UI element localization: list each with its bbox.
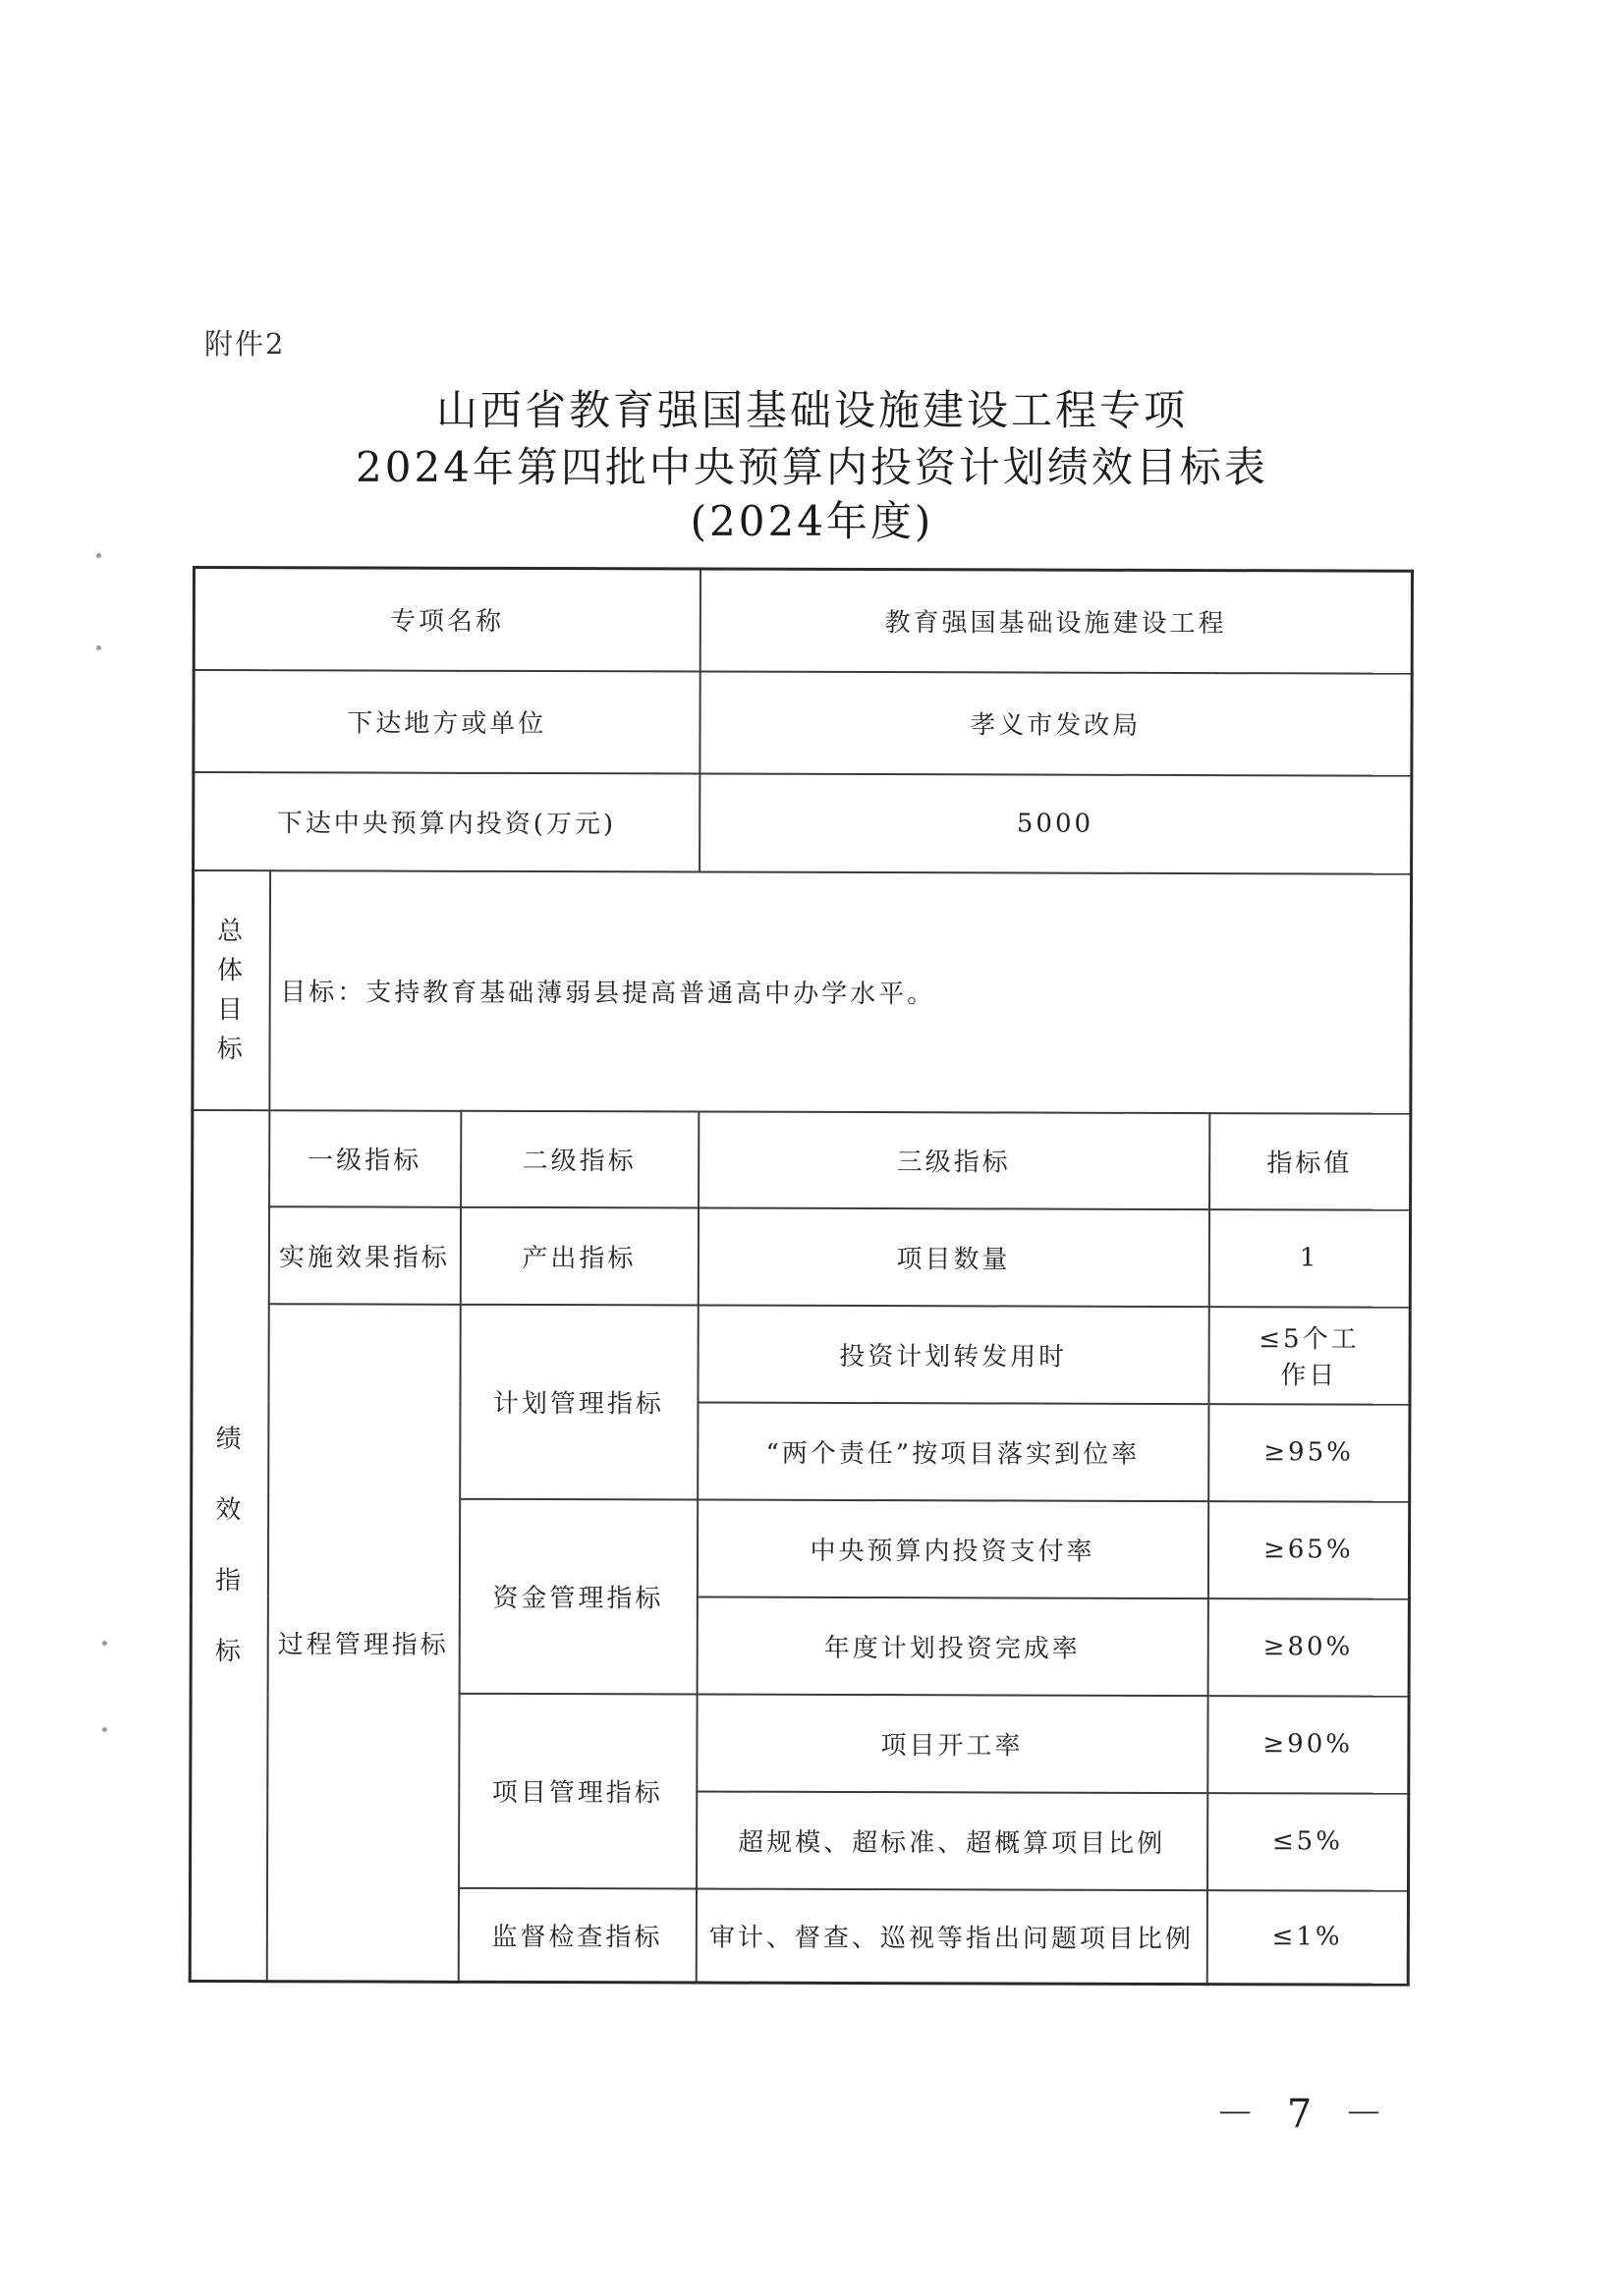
- performance-indicator-label: [190, 1110, 269, 1982]
- attachment-label: 附件2: [204, 327, 286, 361]
- level3-indicator: 项目开工率: [697, 1694, 1207, 1793]
- project-name-label: 专项名称: [194, 568, 700, 672]
- scan-speck: [96, 645, 101, 650]
- document-title-line3: (2024年度): [690, 497, 934, 545]
- overall-goal-row: [193, 870, 1412, 1114]
- page-number: － 7 －: [1215, 2092, 1393, 2137]
- scan-speck: [102, 1727, 107, 1732]
- level1-indicator: 过程管理指标: [266, 1304, 460, 1983]
- level2-indicator: 监督检查指标: [458, 1887, 696, 1983]
- performance-indicator-char: 标: [214, 1636, 245, 1666]
- level3-indicator: 投资计划转发用时: [698, 1305, 1208, 1404]
- indicator-value: ≥65%: [1207, 1501, 1409, 1599]
- scan-speck: [96, 553, 101, 558]
- indicator-value: ≥80%: [1207, 1598, 1409, 1697]
- indicator-value: ≥95%: [1208, 1404, 1410, 1502]
- level3-indicator: “两个责任”按项目落实到位率: [698, 1402, 1208, 1501]
- level2-indicator: 资金管理指标: [459, 1498, 698, 1694]
- performance-indicator-char: 绩: [215, 1424, 245, 1454]
- level2-indicator: 产出指标: [460, 1206, 698, 1305]
- level3-indicator: 中央预算内投资支付率: [697, 1499, 1207, 1598]
- indicator-row: [192, 1304, 1410, 1405]
- scan-speck: [102, 1641, 107, 1646]
- overall-goal-char: 目: [216, 994, 246, 1025]
- investment-label: 下达中央预算内投资(万元): [194, 772, 700, 872]
- overall-goal-text: 目标：支持教育基础薄弱县提高普通高中办学水平。: [269, 870, 1412, 1113]
- project-name-value: 教育强国基础设施建设工程: [700, 569, 1412, 673]
- header-value: 指标值: [1209, 1113, 1411, 1210]
- investment-value: 5000: [700, 773, 1412, 873]
- investment-row: [194, 772, 1412, 874]
- indicator-value: ≥90%: [1207, 1696, 1409, 1794]
- level3-indicator: 年度计划投资完成率: [697, 1596, 1207, 1696]
- indicator-value: [1208, 1307, 1410, 1405]
- level2-indicator: 项目管理指标: [459, 1693, 698, 1888]
- performance-indicator-char: 指: [215, 1565, 245, 1596]
- indicator-value-line: 作日: [1280, 1361, 1338, 1391]
- indicator-row: [192, 1206, 1410, 1308]
- indicator-value: ≤5%: [1207, 1793, 1409, 1891]
- level3-indicator: 超规模、超标准、超概算项目比例: [697, 1791, 1207, 1890]
- indicator-value: ≤1%: [1206, 1890, 1408, 1986]
- document-title-line1: 山西省教育强国基础设施建设工程专项: [435, 386, 1188, 434]
- indicator-value: 1: [1208, 1209, 1410, 1308]
- indicator-value-line: ≤5个工: [1259, 1324, 1360, 1355]
- performance-target-table: [189, 566, 1414, 1987]
- performance-indicator-char: 效: [215, 1494, 245, 1525]
- overall-goal-char: 体: [216, 955, 247, 985]
- document-title-line2: 2024年第四批中央预算内投资计划绩效目标表: [356, 443, 1268, 491]
- unit-row: [194, 670, 1412, 776]
- level3-indicator: 项目数量: [698, 1207, 1208, 1307]
- level2-indicator: 计划管理指标: [460, 1304, 699, 1499]
- unit-label: 下达地方或单位: [194, 670, 700, 774]
- unit-value: 孝义市发改局: [700, 671, 1412, 775]
- level1-indicator: 实施效果指标: [268, 1206, 460, 1305]
- overall-goal-char: 标: [216, 1034, 246, 1064]
- indicator-header-row: [193, 1110, 1411, 1210]
- header-level2: 二级指标: [461, 1110, 699, 1207]
- header-level3: 三级指标: [699, 1111, 1209, 1209]
- level3-indicator: 审计、督查、巡视等指出问题项目比例: [696, 1888, 1206, 1985]
- overall-goal-label: [193, 870, 270, 1110]
- header-level1: 一级指标: [269, 1110, 461, 1207]
- overall-goal-char: 总: [217, 916, 247, 946]
- project-name-row: [194, 568, 1412, 674]
